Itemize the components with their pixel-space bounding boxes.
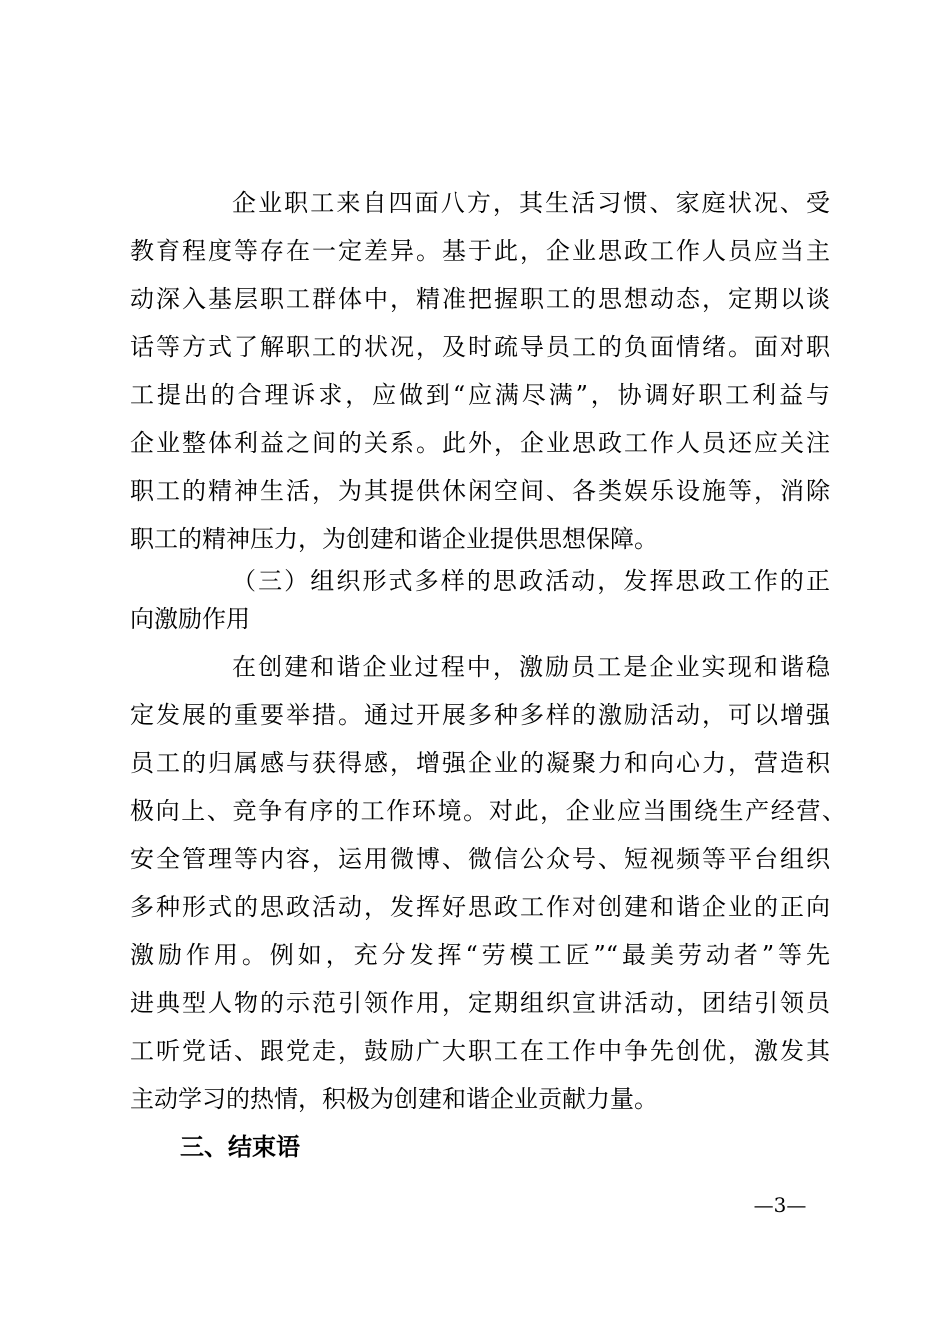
paragraph-2-line: 激励作用。例如，充分发挥“劳模工匠”“最美劳动者”等先 [130, 941, 830, 969]
paragraph-2-line: 在创建和谐企业过程中，激励员工是企业实现和谐稳 [232, 653, 830, 681]
paragraph-1-line: 动深入基层职工群体中，精准把握职工的思想动态，定期以谈 [130, 285, 830, 313]
paragraph-1-line: 企业整体利益之间的关系。此外，企业思政工作人员还应关注 [130, 429, 830, 457]
paragraph-1-line: 工提出的合理诉求，应做到“应满尽满”，协调好职工利益与 [130, 381, 830, 409]
paragraph-1-line: 职工的精神生活，为其提供休闲空间、各类娱乐设施等，消除 [130, 477, 830, 505]
paragraph-1-line: 话等方式了解职工的状况，及时疏导员工的负面情绪。面对职 [130, 333, 830, 361]
subheading-line: （三）组织形式多样的思政活动，发挥思政工作的正 [232, 567, 830, 595]
paragraph-2-line: 多种形式的思政活动，发挥好思政工作对创建和谐企业的正向 [130, 893, 830, 921]
paragraph-2-line: 进典型人物的示范引领作用，定期组织宣讲活动，团结引领员 [130, 989, 830, 1017]
paragraph-2-line: 安全管理等内容，运用微博、微信公众号、短视频等平台组织 [130, 845, 830, 873]
paragraph-1-line: 职工的精神压力，为创建和谐企业提供思想保障。 [130, 525, 658, 553]
paragraph-2-line: 工听党话、跟党走，鼓励广大职工在工作中争先创优，激发其 [130, 1037, 830, 1065]
paragraph-2-line: 极向上、竞争有序的工作环境。对此，企业应当围绕生产经营、 [130, 797, 846, 825]
paragraph-1-line: 教育程度等存在一定差异。基于此，企业思政工作人员应当主 [130, 237, 830, 265]
paragraph-1-line: 企业职工来自四面八方，其生活习惯、家庭状况、受 [232, 189, 830, 217]
section-heading: 三、结束语 [180, 1133, 300, 1161]
subheading-line: 向激励作用 [130, 605, 250, 633]
paragraph-2-line: 主动学习的热情，积极为创建和谐企业贡献力量。 [130, 1085, 658, 1113]
paragraph-2-line: 员工的归属感与获得感，增强企业的凝聚力和向心力，营造积 [130, 749, 830, 777]
page-number: —3— [753, 1193, 807, 1217]
paragraph-2-line: 定发展的重要举措。通过开展多种多样的激励活动，可以增强 [130, 701, 830, 729]
